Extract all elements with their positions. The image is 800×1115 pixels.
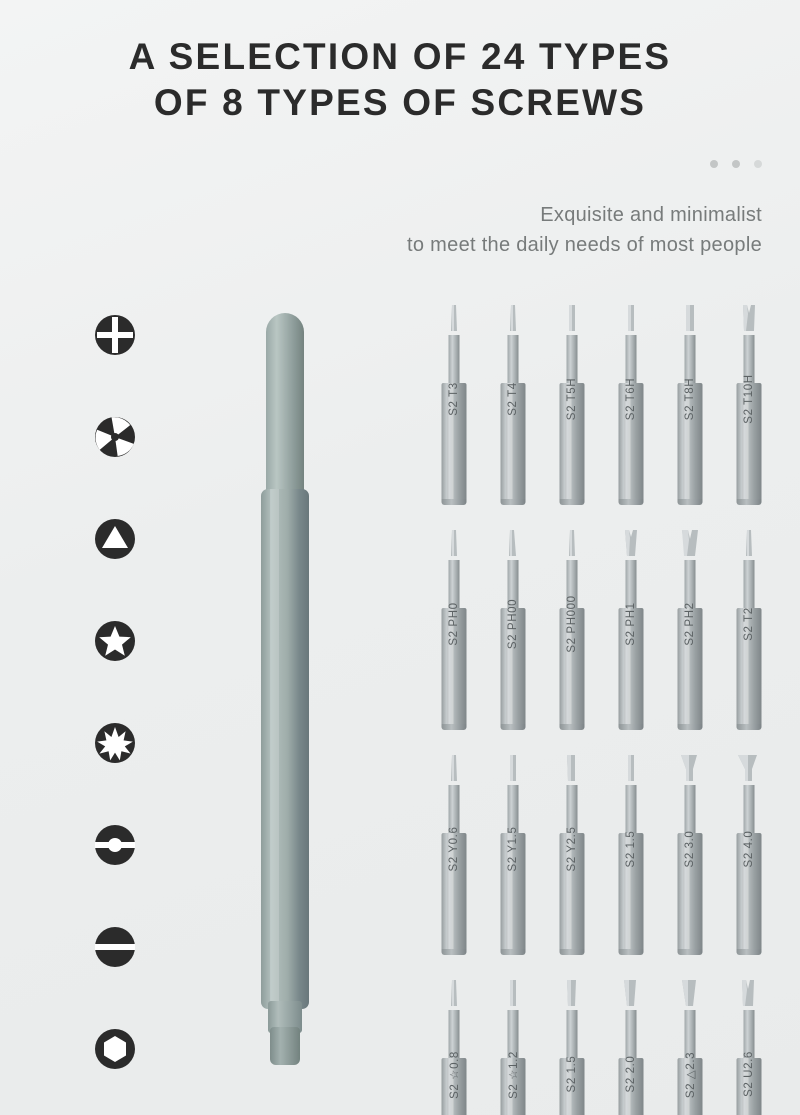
bit-item[interactable]: [601, 755, 660, 952]
bit-label: S2 2.0: [624, 1055, 637, 1093]
bit-grid: [424, 305, 778, 1115]
triangle-icon: [90, 514, 140, 564]
bit-item[interactable]: [483, 530, 542, 727]
torx-tip-icon: [741, 530, 757, 564]
bit-item[interactable]: [424, 305, 483, 502]
bit-item[interactable]: [719, 755, 778, 952]
screw-head-type-list: [90, 310, 146, 1115]
flat-wide-tip-icon: [736, 755, 762, 789]
u-fork-tip-icon: [738, 980, 760, 1014]
bit-label: S2 PH000: [565, 595, 578, 653]
handle-cap: [266, 313, 304, 495]
bit-item[interactable]: [660, 980, 719, 1115]
phillips-tip-icon: [446, 530, 462, 564]
page-title-line2: OF 8 TYPES OF SCREWS: [153, 82, 647, 123]
bit-row: [424, 755, 778, 952]
bit-label: S2 PH2: [683, 602, 696, 646]
bit-item[interactable]: [542, 305, 601, 502]
bit-item[interactable]: [483, 980, 542, 1115]
bit-item[interactable]: [601, 980, 660, 1115]
bit-label: S2 T2: [742, 607, 755, 641]
pentalobe-star-icon: [90, 616, 140, 666]
page-subtitle-line1: Exquisite and minimalist: [540, 204, 762, 226]
flat-tip-icon: [623, 755, 639, 789]
bit-item[interactable]: [601, 305, 660, 502]
pager-dot-2[interactable]: [732, 160, 740, 168]
bit-label: S2 Y2.5: [565, 826, 578, 872]
bit-label: S2 T6H: [624, 377, 637, 421]
flat-slot-icon: [90, 922, 140, 972]
bit-item[interactable]: [719, 530, 778, 727]
pager-dot-3[interactable]: [754, 160, 762, 168]
pentalobe-tip-icon: [446, 980, 462, 1014]
bit-label: S2 3.0: [683, 830, 696, 868]
triwing-tip-icon: [563, 755, 581, 789]
bit-row: [424, 305, 778, 502]
bit-item[interactable]: [424, 530, 483, 727]
bit-item[interactable]: [542, 530, 601, 727]
bit-item[interactable]: [660, 305, 719, 502]
torx-star-icon: [90, 718, 140, 768]
bit-label: S2 1.5: [565, 1055, 578, 1093]
torx-tip-icon: [564, 305, 580, 339]
bit-label: S2 ☆1.2: [507, 1051, 520, 1099]
bit-row: [424, 530, 778, 727]
pager-dots[interactable]: [710, 160, 762, 168]
bit-item[interactable]: [719, 305, 778, 502]
bit-item[interactable]: [660, 530, 719, 727]
slotted-round-icon: [90, 820, 140, 870]
bit-item[interactable]: [483, 305, 542, 502]
bit-item[interactable]: [660, 755, 719, 952]
flat-tip-icon: [621, 980, 641, 1014]
pager-dot-1[interactable]: [710, 160, 718, 168]
bit-label: S2 ☆0.8: [448, 1051, 461, 1099]
bit-item[interactable]: [542, 980, 601, 1115]
bit-label: S2 △2.3: [684, 1051, 697, 1099]
screwdriver-handle: [258, 313, 318, 1065]
phillips-tip-icon: [564, 530, 580, 564]
torx-tip-icon: [505, 305, 521, 339]
bit-item[interactable]: [719, 980, 778, 1115]
page-title-line1: A SELECTION OF 24 TYPES: [128, 36, 672, 77]
bit-label: S2 Y0.6: [447, 826, 460, 872]
hex-icon: [90, 1024, 140, 1074]
bit-label: S2 PH1: [624, 602, 637, 646]
phillips-tip-icon: [679, 530, 701, 564]
bit-item[interactable]: [542, 755, 601, 952]
bit-label: S2 T8H: [683, 377, 696, 421]
handle-collar: [270, 1027, 300, 1065]
bit-item[interactable]: [483, 755, 542, 952]
bit-label: S2 T10H: [742, 374, 755, 424]
handle-body: [261, 489, 309, 1009]
page-title: [0, 34, 800, 126]
page-subtitle: [222, 200, 762, 260]
bit-label: S2 T5H: [565, 377, 578, 421]
phillips-tip-icon: [621, 530, 641, 564]
bit-item[interactable]: [601, 530, 660, 727]
bit-label: S2 T4: [506, 382, 519, 416]
triwing-tip-icon: [446, 755, 462, 789]
flat-tip-icon: [563, 980, 581, 1014]
tri-wing-icon: [90, 412, 140, 462]
phillips-cross-icon: [90, 310, 140, 360]
bit-label: S2 4.0: [742, 830, 755, 868]
bit-label: S2 U2.6: [742, 1051, 755, 1097]
triangle-tip-icon: [679, 980, 701, 1014]
torx-tip-icon: [446, 305, 462, 339]
bit-item[interactable]: [424, 980, 483, 1115]
bit-label: S2 Y1.5: [506, 826, 519, 872]
torx-tip-icon: [739, 305, 759, 339]
bit-label: S2 PH0: [447, 602, 460, 646]
bit-item[interactable]: [424, 755, 483, 952]
flat-wide-tip-icon: [678, 755, 702, 789]
torx-tip-icon: [681, 305, 699, 339]
phillips-tip-icon: [505, 530, 521, 564]
pentalobe-tip-icon: [505, 980, 521, 1014]
bit-row: [424, 980, 778, 1115]
bit-label: S2 PH00: [506, 598, 519, 650]
bit-label: S2 T3: [447, 382, 460, 416]
torx-tip-icon: [623, 305, 639, 339]
page-subtitle-line2: to meet the daily needs of most people: [407, 234, 762, 256]
triwing-tip-icon: [505, 755, 521, 789]
bit-label: S2 1.5: [624, 830, 637, 868]
